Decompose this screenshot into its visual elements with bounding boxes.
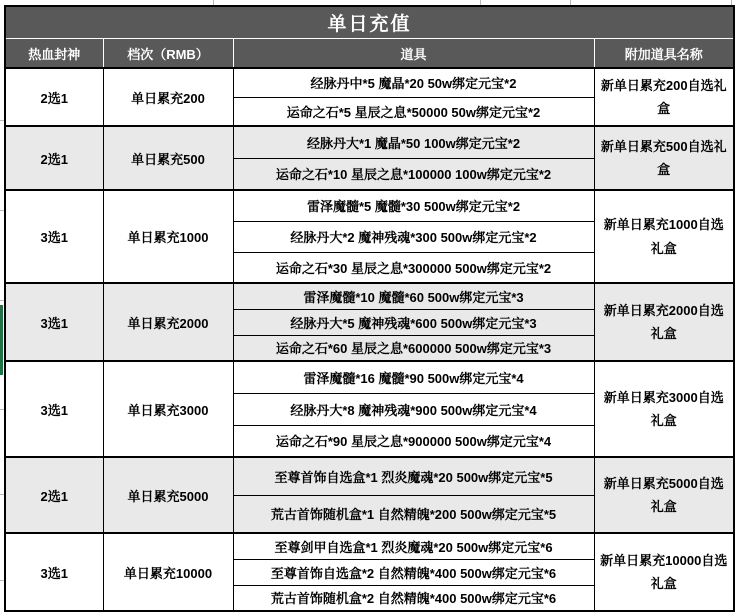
item-cell: 荒古首饰随机盒*1 自然精魄*200 500w绑定元宝*5 — [233, 495, 594, 533]
choice-cell: 3选1 — [5, 283, 103, 361]
item-cell: 至尊首饰自选盒*1 烈炎魔魂*20 500w绑定元宝*5 — [233, 457, 594, 495]
item-cell: 经脉丹大*1 魔晶*50 100w绑定元宝*2 — [233, 126, 594, 158]
item-cell: 雷泽魔髓*10 魔髓*60 500w绑定元宝*3 — [233, 283, 594, 309]
item-cell: 至尊首饰自选盒*2 自然精魄*400 500w绑定元宝*6 — [233, 559, 594, 585]
gift-cell: 新单日累充1000自选礼盒 — [594, 190, 734, 283]
tier-cell: 单日累充10000 — [103, 533, 233, 611]
item-cell: 雷泽魔髓*16 魔髓*90 500w绑定元宝*4 — [233, 361, 594, 393]
gift-cell: 新单日累充5000自选礼盒 — [594, 457, 734, 533]
daily-recharge-table — [4, 5, 735, 612]
gift-cell: 新单日累充500自选礼盒 — [594, 126, 734, 190]
table-row — [5, 533, 734, 559]
selection-green-bar — [0, 305, 3, 375]
header-row — [5, 39, 734, 69]
choice-cell: 2选1 — [5, 68, 103, 126]
table-title: 单日充值 — [5, 6, 734, 39]
table-row — [5, 361, 734, 393]
table-row — [5, 283, 734, 309]
col-header-extra-gift: 附加道具名称 — [594, 39, 734, 69]
tier-cell: 单日累充1000 — [103, 190, 233, 283]
choice-cell: 3选1 — [5, 190, 103, 283]
tier-cell: 单日累充3000 — [103, 361, 233, 457]
gift-cell: 新单日累充3000自选礼盒 — [594, 361, 734, 457]
item-cell: 经脉丹中*5 魔晶*20 50w绑定元宝*2 — [233, 68, 594, 97]
table-body — [5, 68, 734, 611]
item-cell: 荒古首饰随机盒*2 自然精魄*400 500w绑定元宝*6 — [233, 585, 594, 611]
tier-cell: 单日累充200 — [103, 68, 233, 126]
item-cell: 运命之石*30 星辰之息*300000 500w绑定元宝*2 — [233, 252, 594, 283]
item-cell: 雷泽魔髓*5 魔髓*30 500w绑定元宝*2 — [233, 190, 594, 221]
choice-cell: 3选1 — [5, 533, 103, 611]
tier-cell: 单日累充500 — [103, 126, 233, 190]
item-cell: 运命之石*60 星辰之息*600000 500w绑定元宝*3 — [233, 335, 594, 361]
table-row — [5, 126, 734, 158]
item-cell: 经脉丹大*8 魔神残魂*900 500w绑定元宝*4 — [233, 393, 594, 425]
item-cell: 经脉丹大*2 魔神残魂*300 500w绑定元宝*2 — [233, 221, 594, 252]
tier-cell: 单日累充2000 — [103, 283, 233, 361]
item-cell: 至尊剑甲自选盒*1 烈炎魔魂*20 500w绑定元宝*6 — [233, 533, 594, 559]
choice-cell: 3选1 — [5, 361, 103, 457]
table-row — [5, 190, 734, 221]
col-header-tier: 档次（RMB） — [103, 39, 233, 69]
col-header-faction: 热血封神 — [5, 39, 103, 69]
gift-cell: 新单日累充10000自选礼盒 — [594, 533, 734, 611]
gift-cell: 新单日累充200自选礼盒 — [594, 68, 734, 126]
table-row — [5, 68, 734, 97]
item-cell: 经脉丹大*5 魔神残魂*600 500w绑定元宝*3 — [233, 309, 594, 335]
col-header-items: 道具 — [233, 39, 594, 69]
item-cell: 运命之石*90 星辰之息*900000 500w绑定元宝*4 — [233, 425, 594, 457]
choice-cell: 2选1 — [5, 126, 103, 190]
title-row — [5, 6, 734, 39]
tier-cell: 单日累充5000 — [103, 457, 233, 533]
item-cell: 运命之石*5 星辰之息*50000 50w绑定元宝*2 — [233, 97, 594, 126]
choice-cell: 2选1 — [5, 457, 103, 533]
item-cell: 运命之石*10 星辰之息*100000 100w绑定元宝*2 — [233, 158, 594, 190]
table-row — [5, 457, 734, 495]
gift-cell: 新单日累充2000自选礼盒 — [594, 283, 734, 361]
